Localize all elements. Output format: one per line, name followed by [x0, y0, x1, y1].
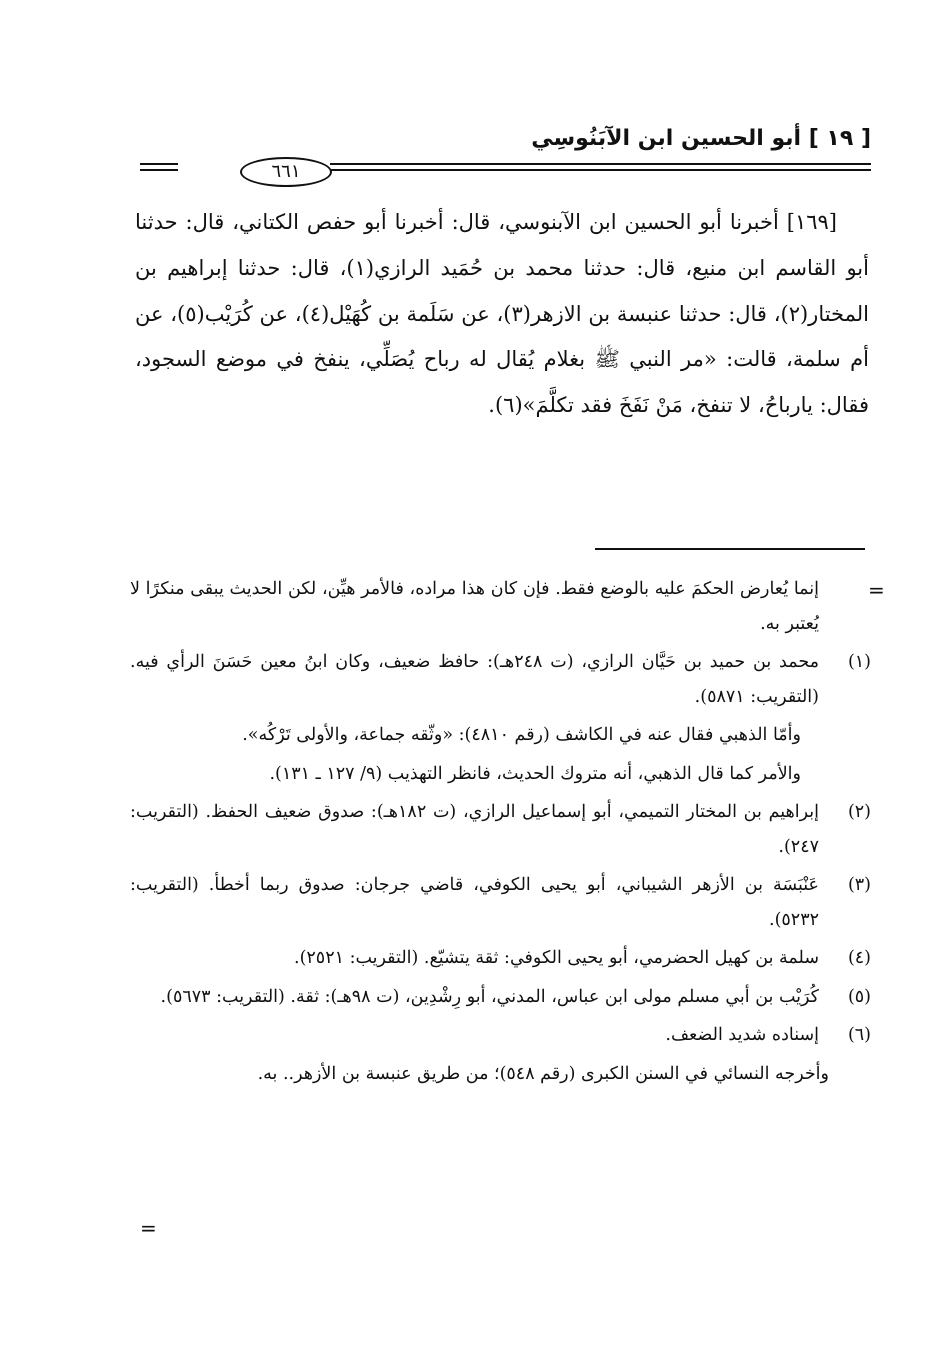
- header-rule-line: [140, 169, 178, 171]
- continuation-mark: =: [868, 578, 885, 602]
- footnote-5: [130, 980, 871, 1015]
- header-rule-line: [140, 163, 178, 165]
- footnote-1-note: وأمّا الذهبي فقال عنه في الكاشف (رقم ٤٨١٠): «وثّقه جماعة، والأولى تَرْكُه».: [242, 725, 801, 745]
- footnote-1-note: والأمر كما قال الذهبي، أنه متروك الحديث، فانظر التهذيب (٩/ ١٢٧ ـ ١٣١).: [269, 763, 801, 784]
- running-head: [140, 120, 871, 160]
- header-rule-line: [330, 169, 871, 171]
- footnote-number: (٥): [847, 986, 871, 1007]
- header-rule-line: [330, 163, 871, 165]
- footnote-text: كُرَيْب بن أبي مسلم مولى ابن عباس، المدني، أبو رِشْدِين، (ت ٩٨هـ): ثقة. (التقريب: ٥٦٧٣).: [160, 986, 819, 1007]
- footnote-text: عَنْبَسَة بن الأزهر الشيباني، أبو يحيى الكوفي، قاضي جرجان: صدوق ربما أخطأ. (التقريب: ٥٢٣٢).: [130, 875, 819, 930]
- footnote-number: (٦): [847, 1025, 871, 1045]
- footnote-text: سلمة بن كهيل الحضرمي، أبو يحيى الكوفي: ثقة يتشيّع. (التقريب: ٢٥٢١).: [294, 948, 819, 968]
- footnote-continuation: [130, 572, 871, 641]
- footnote-number: (٣): [847, 875, 871, 895]
- header-rule: [140, 155, 871, 185]
- footnote-closing: وأخرجه النسائي في السنن الكبرى (رقم ٥٤٨)؛ من طريق عنبسة بن الأزهر.. به.: [257, 1063, 829, 1084]
- footnote-number: (٢): [847, 802, 871, 822]
- footnote-text: إنما يُعارض الحكمَ عليه بالوضع فقط. فإن كان هذا مراده، فالأمر هيِّن، لكن الحديث يبقى منكرًا لا يُعتبر به.: [130, 579, 819, 634]
- footnote-text: إسناده شديد الضعف.: [665, 1025, 819, 1045]
- end-mark: =: [140, 1216, 157, 1240]
- footnote-3: [130, 868, 871, 937]
- hadith-paragraph: [١٦٩] أخبرنا أبو الحسين ابن الآبنوسي، قال: أخبرنا أبو حفص الكتاني، قال: حدثنا أبو القاسم ابن منيع، قال: حدثنا محمد بن حُمَيد الرازي(١)، قال: حدثنا إبراهيم بن المختار(٢)، قال: حدثنا عنبسة بن الازهر(٣)، عن سَلَمة بن كُهَيْل(٤)، عن كُرَيْب(٥)، عن أم سلمة، قالت: «مر النبي ﷺ بغلام يُقال له رباح يُصَلِّي، ينفخ في موضع السجود، فقال: يارباحُ، لا تنفخ، مَنْ نَفَخَ فقد تكلَّمَ»(٦).: [135, 210, 869, 418]
- footnotes: [130, 572, 871, 1095]
- footnote-text: محمد بن حميد بن حَيَّان الرازي، (ت ٢٤٨هـ): حافظ ضعيف، وكان ابنُ معين حَسَنَ الرأي فيه. (التقريب: ٥٨٧١).: [130, 652, 819, 707]
- main-text: [135, 200, 869, 429]
- footnote-number: (٤): [847, 948, 871, 968]
- footnote-number: (١): [847, 652, 871, 672]
- footnote-1: [130, 645, 871, 714]
- footnote-divider: [595, 548, 865, 550]
- running-head-title: [ ١٩ ] أبو الحسين ابن الآبَنُوسِي: [531, 126, 871, 151]
- footnote-2: [130, 795, 871, 864]
- footnote-6: [130, 1018, 871, 1053]
- page-number: ٦٦١: [240, 157, 332, 187]
- footnote-text: إبراهيم بن المختار التميمي، أبو إسماعيل الرازي، (ت ١٨٢هـ): صدوق ضعيف الحفظ. (التقريب: ٢٤٧).: [130, 802, 819, 857]
- footnote-4: [130, 941, 871, 976]
